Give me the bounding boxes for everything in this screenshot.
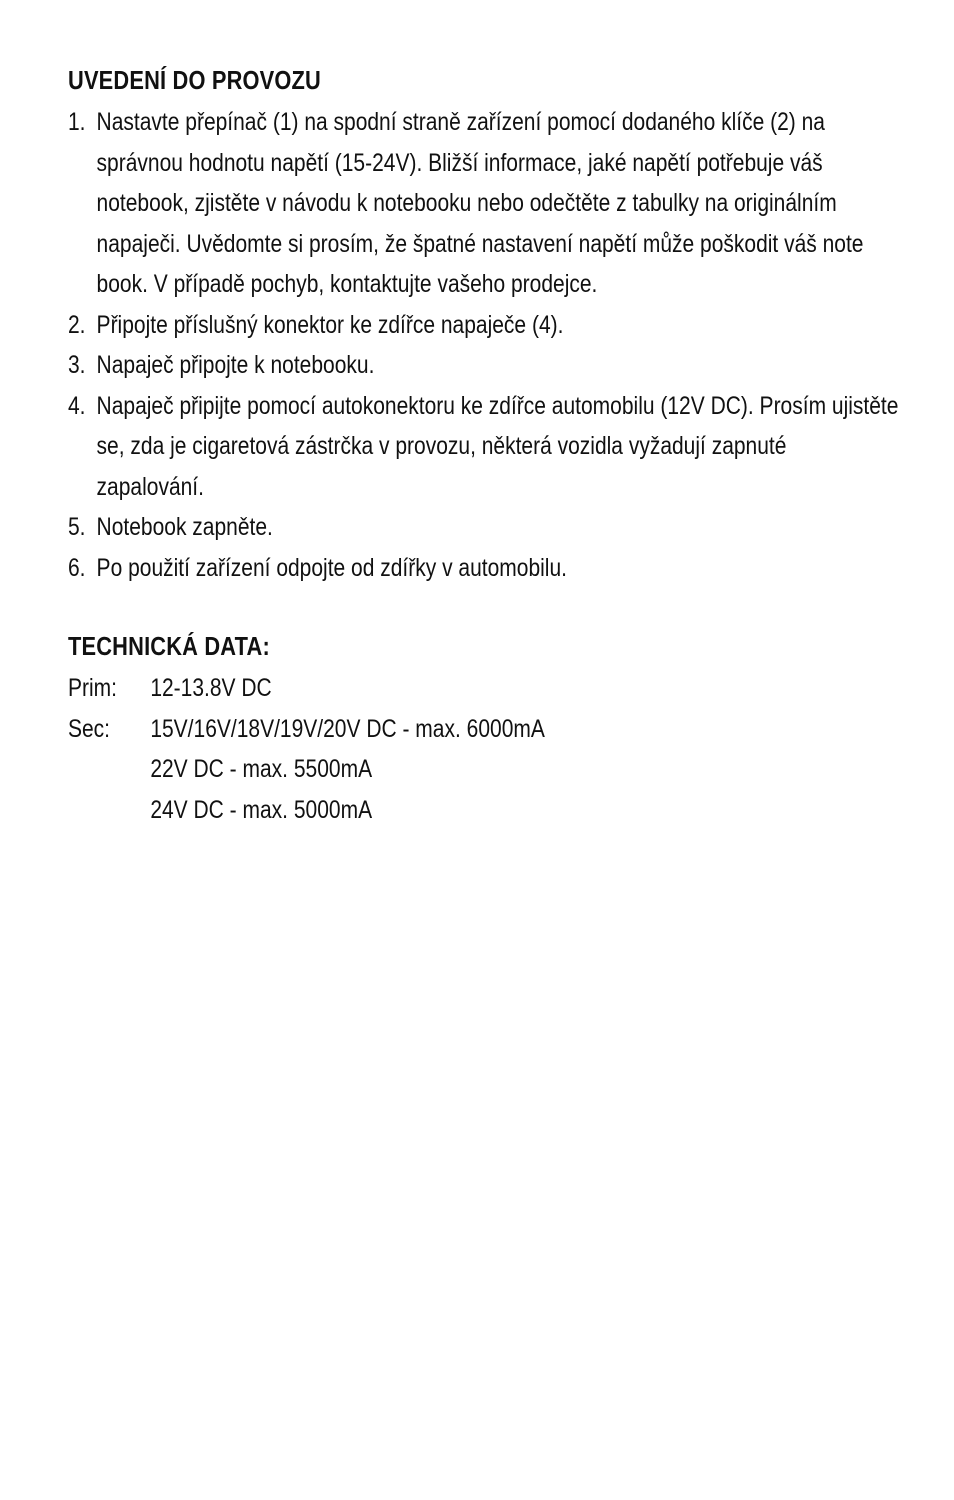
step-text: Nastavte přepínač (1) na spodní straně zařízení pomocí dodaného klíče (2) na správnou hodnotu napětí (15-24V). Bližší informace, jaké napětí potřebuje váš notebook, zjistěte v návodu k notebooku nebo odečtěte z tabulky na originálním napaječi. Uvědomte si prosím, že špatné nastavení napětí může poškodit váš note book. V případě pochyb, kontaktujte vašeho prodejce. [96, 108, 864, 298]
step-number: 4. [68, 391, 86, 420]
step-text: Notebook zapněte. [96, 513, 273, 541]
technical-data-block [68, 668, 900, 830]
instruction-steps-list [68, 102, 900, 588]
step-text: Připojte příslušný konektor ke zdířce napaječe (4). [96, 310, 564, 339]
step-number: 3. [68, 351, 86, 379]
spec-row-sec [68, 709, 900, 831]
instruction-step-3 [68, 345, 900, 386]
step-text: Po použití zařízení odpojte od zdířky v automobilu. [96, 553, 567, 582]
spec-value: 22V DC - max. 5500mA [150, 755, 373, 783]
spec-label-prim: Prim: [68, 674, 117, 702]
step-number: 6. [68, 553, 86, 582]
section-heading-uvedeni: UVEDENÍ DO PROVOZU [68, 65, 322, 95]
spec-value: 12-13.8V DC [150, 674, 272, 702]
step-number: 2. [68, 310, 86, 339]
spec-label-sec: Sec: [68, 714, 111, 743]
step-text: Napaječ připojte k notebooku. [96, 351, 375, 379]
spec-values-sec [150, 709, 545, 831]
spec-values-prim [150, 668, 271, 709]
section-spacer [68, 588, 898, 628]
spec-row-prim [68, 668, 900, 709]
step-number: 1. [68, 108, 86, 136]
step-number: 5. [68, 513, 86, 541]
spec-value: 15V/16V/18V/19V/20V DC - max. 6000mA [150, 714, 545, 743]
instruction-step-6 [68, 548, 900, 589]
section-heading-technicka-data: TECHNICKÁ DATA: [68, 631, 270, 661]
instruction-step-2 [68, 305, 900, 346]
spec-value: 24V DC - max. 5000mA [150, 795, 373, 824]
instruction-step-5 [68, 507, 900, 548]
instruction-step-4 [68, 386, 900, 508]
step-text: Napaječ připijte pomocí autokonektoru ke zdířce automobilu (12V DC). Prosím ujistěte se, zda je cigaretová zástrčka v provozu, některá vozidla vyžadují zapnuté zapalování. [96, 391, 899, 501]
document-page [68, 62, 898, 830]
instructions-block [68, 102, 900, 588]
instruction-step-1 [68, 102, 900, 305]
